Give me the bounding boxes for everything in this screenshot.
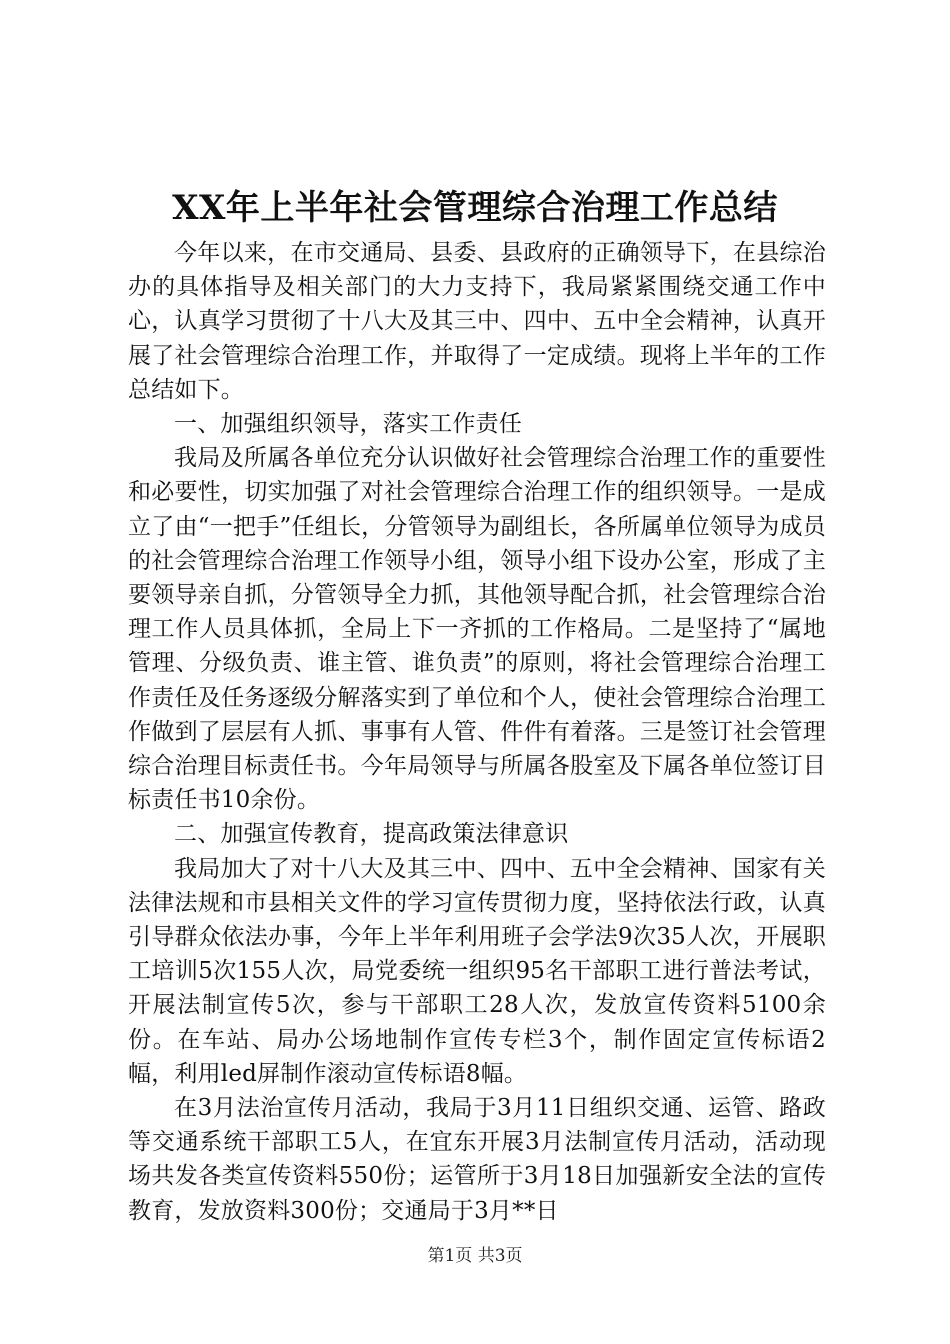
- document-body: [128, 236, 826, 1228]
- section-heading-1: 一、加强组织领导，落实工作责任: [174, 411, 522, 438]
- page-footer: [0, 1244, 950, 1268]
- paragraph-education: 我局加大了对十八大及其三中、四中、五中全会精神、国家有关法律法规和市县相关文件的学习宣传贯彻力度，坚持依法行政，认真引导群众依法办事，今年上半年利用班子会学法9次35人次，开展职工培训5次155人次，局党委统一组织95名干部职工进行普法考试，开展法制宣传5次，参与干部职工28人次，发放宣传资料5100余份。在车站、局办公场地制作宣传专栏3个，制作固定宣传标语2幅，利用led屏制作滚动宣传标语8幅。: [128, 855, 826, 1087]
- paragraph-march-activity: 在3月法治宣传月活动，我局于3月11日组织交通、运管、路政等交通系统干部职工5人，在宜东开展3月法制宣传月活动，活动现场共发各类宣传资料550份；运管所于3月18日加强新安全法的宣传教育，发放资料300份；交通局于3月**日: [128, 1095, 826, 1224]
- page-total: 共3页: [477, 1246, 523, 1266]
- paragraph-intro: 今年以来，在市交通局、县委、县政府的正确领导下，在县综治办的具体指导及相关部门的大力支持下，我局紧紧围绕交通工作中心，认真学习贯彻了十八大及其三中、四中、五中全会精神，认真开展了社会管理综合治理工作，并取得了一定成绩。现将上半年的工作总结如下。: [128, 240, 826, 403]
- page-number: 第1页: [427, 1246, 473, 1266]
- section-heading-2: 二、加强宣传教育，提高政策法律意识: [174, 821, 569, 848]
- paragraph-organization: 我局及所属各单位充分认识做好社会管理综合治理工作的重要性和必要性，切实加强了对社会管理综合治理工作的组织领导。一是成立了由“一把手”任组长，分管领导为副组长，各所属单位领导为成员的社会管理综合治理工作领导小组，领导小组下设办公室，形成了主要领导亲自抓，分管领导全力抓，其他领导配合抓，社会管理综合治理工作人员具体抓，全局上下一齐抓的工作格局。二是坚持了“属地管理、分级负责、谁主管、谁负责”的原则，将社会管理综合治理工作责任及任务逐级分解落实到了单位和个人，使社会管理综合治理工作做到了层层有人抓、事事有人管、件件有着落。三是签订社会管理综合治理目标责任书。今年局领导与所属各股室及下属各单位签订目标责任书10余份。: [128, 445, 826, 814]
- document-title: XX年上半年社会管理综合治理工作总结: [172, 188, 778, 228]
